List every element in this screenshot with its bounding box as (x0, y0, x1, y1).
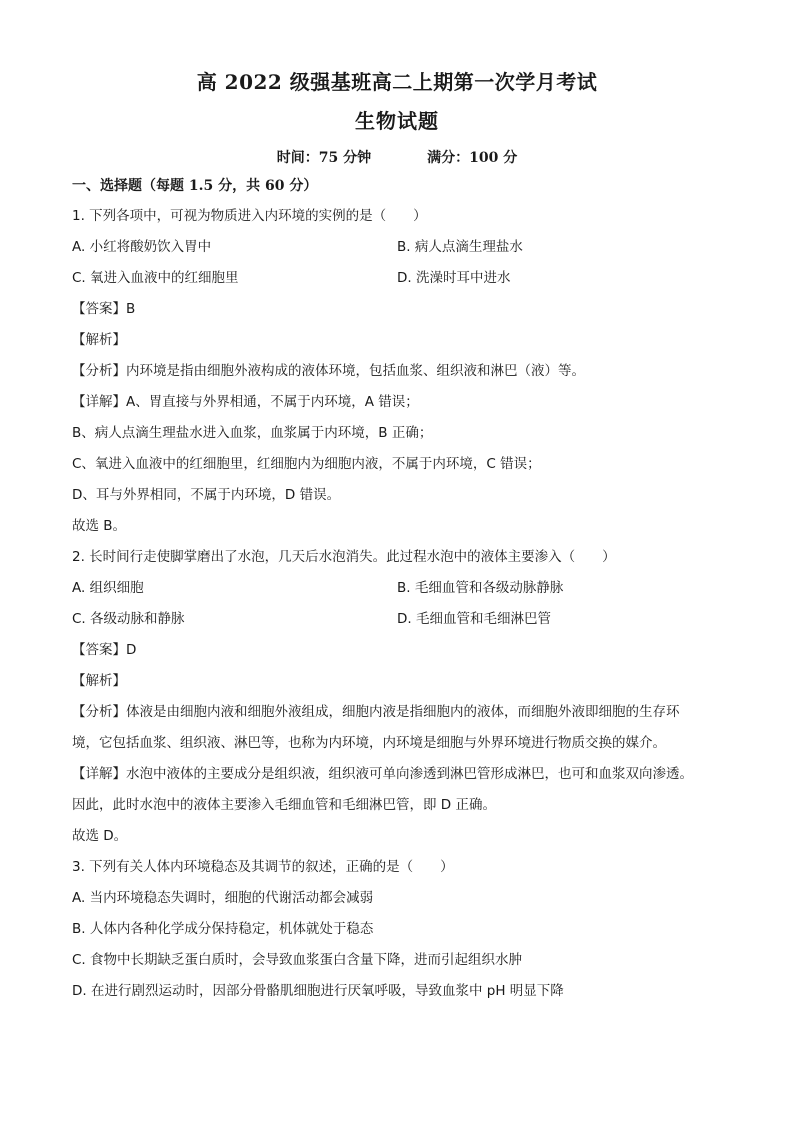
q3-option-b: B. 人体内各种化学成分保持稳定，机体就处于稳态 (72, 921, 374, 937)
exam-time: 时间：75 分钟 (276, 150, 372, 166)
q2-options-row-1 (72, 573, 722, 604)
q2-conclusion: 故选 D。 (72, 828, 128, 844)
q1-option-b: B. 病人点滴生理盐水 (397, 239, 523, 255)
q2-option-d: D. 毛细血管和毛细淋巴管 (397, 611, 551, 627)
q2-option-c: C. 各级动脉和静脉 (72, 611, 185, 627)
q1-option-d: D. 洗澡时耳中进水 (397, 270, 511, 286)
q1-stem: 1. 下列各项中，可视为物质进入内环境的实例的是（ ） (72, 208, 427, 224)
q3-option-a: A. 当内环境稳态失调时，细胞的代谢活动都会减弱 (72, 890, 374, 906)
q1-detail-line: 【详解】A、胃直接与外界相通，不属于内环境，A 错误； (72, 394, 419, 410)
exam-score: 满分：100 分 (427, 150, 518, 166)
q3-option-d: D. 在进行剧烈运动时，因部分骨骼肌细胞进行厌氧呼吸，导致血浆中 pH 明显下降 (72, 983, 564, 999)
subject-title: 生物试题 (355, 109, 439, 133)
q1-detail-line: C、氧进入血液中的红细胞里，红细胞内为细胞内液，不属于内环境，C 错误； (72, 456, 541, 472)
q2-option-a: A. 组织细胞 (72, 580, 144, 596)
q2-answer: 【答案】D (72, 642, 137, 658)
q1-detail-line: B、病人点滴生理盐水进入血浆，血浆属于内环境，B 正确； (72, 425, 433, 441)
q1-analysis-label: 【解析】 (72, 332, 126, 348)
q2-analysis-line: 境，它包括血浆、组织液、淋巴等，也称为内环境，内环境是细胞与外界环境进行物质交换的媒介。 (72, 735, 666, 751)
q1-detail-line: D、耳与外界相同，不属于内环境，D 错误。 (72, 487, 341, 503)
q2-detail-line: 因此，此时水泡中的液体主要渗入毛细血管和毛细淋巴管，即 D 正确。 (72, 797, 496, 813)
q3-option-c: C. 食物中长期缺乏蛋白质时，会导致血浆蛋白含量下降，进而引起组织水肿 (72, 952, 523, 968)
q2-stem: 2. 长时间行走使脚掌磨出了水泡，几天后水泡消失。此过程水泡中的液体主要渗入（ ） (72, 549, 616, 565)
q1-answer: 【答案】B (72, 301, 136, 317)
q2-analysis-label: 【解析】 (72, 673, 126, 689)
q1-option-a: A. 小红将酸奶饮入胃中 (72, 239, 212, 255)
exam-meta (72, 147, 722, 169)
section-heading: 一、选择题（每题 1.5 分，共 60 分） (72, 178, 318, 194)
q1-option-c: C. 氧进入血液中的红细胞里 (72, 270, 239, 286)
q1-options-row-2 (72, 263, 722, 294)
exam-title: 高 2022 级强基班高二上期第一次学月考试 (196, 70, 598, 94)
q2-detail-line: 【详解】水泡中液体的主要成分是组织液，组织液可单向渗透到淋巴管形成淋巴，也可和血浆双向渗透。 (72, 766, 693, 782)
q3-stem: 3. 下列有关人体内环境稳态及其调节的叙述，正确的是（ ） (72, 859, 454, 875)
q1-options-row-1 (72, 232, 722, 263)
q2-option-b: B. 毛细血管和各级动脉静脉 (397, 580, 564, 596)
q1-analysis: 【分析】内环境是指由细胞外液构成的液体环境，包括血浆、组织液和淋巴（液）等。 (72, 363, 585, 379)
exam-page (72, 62, 722, 1007)
q1-conclusion: 故选 B。 (72, 518, 127, 534)
q2-options-row-2 (72, 604, 722, 635)
q2-analysis-line: 【分析】体液是由细胞内液和细胞外液组成，细胞内液是指细胞内的液体，而细胞外液即细胞的生存环 (72, 704, 680, 720)
